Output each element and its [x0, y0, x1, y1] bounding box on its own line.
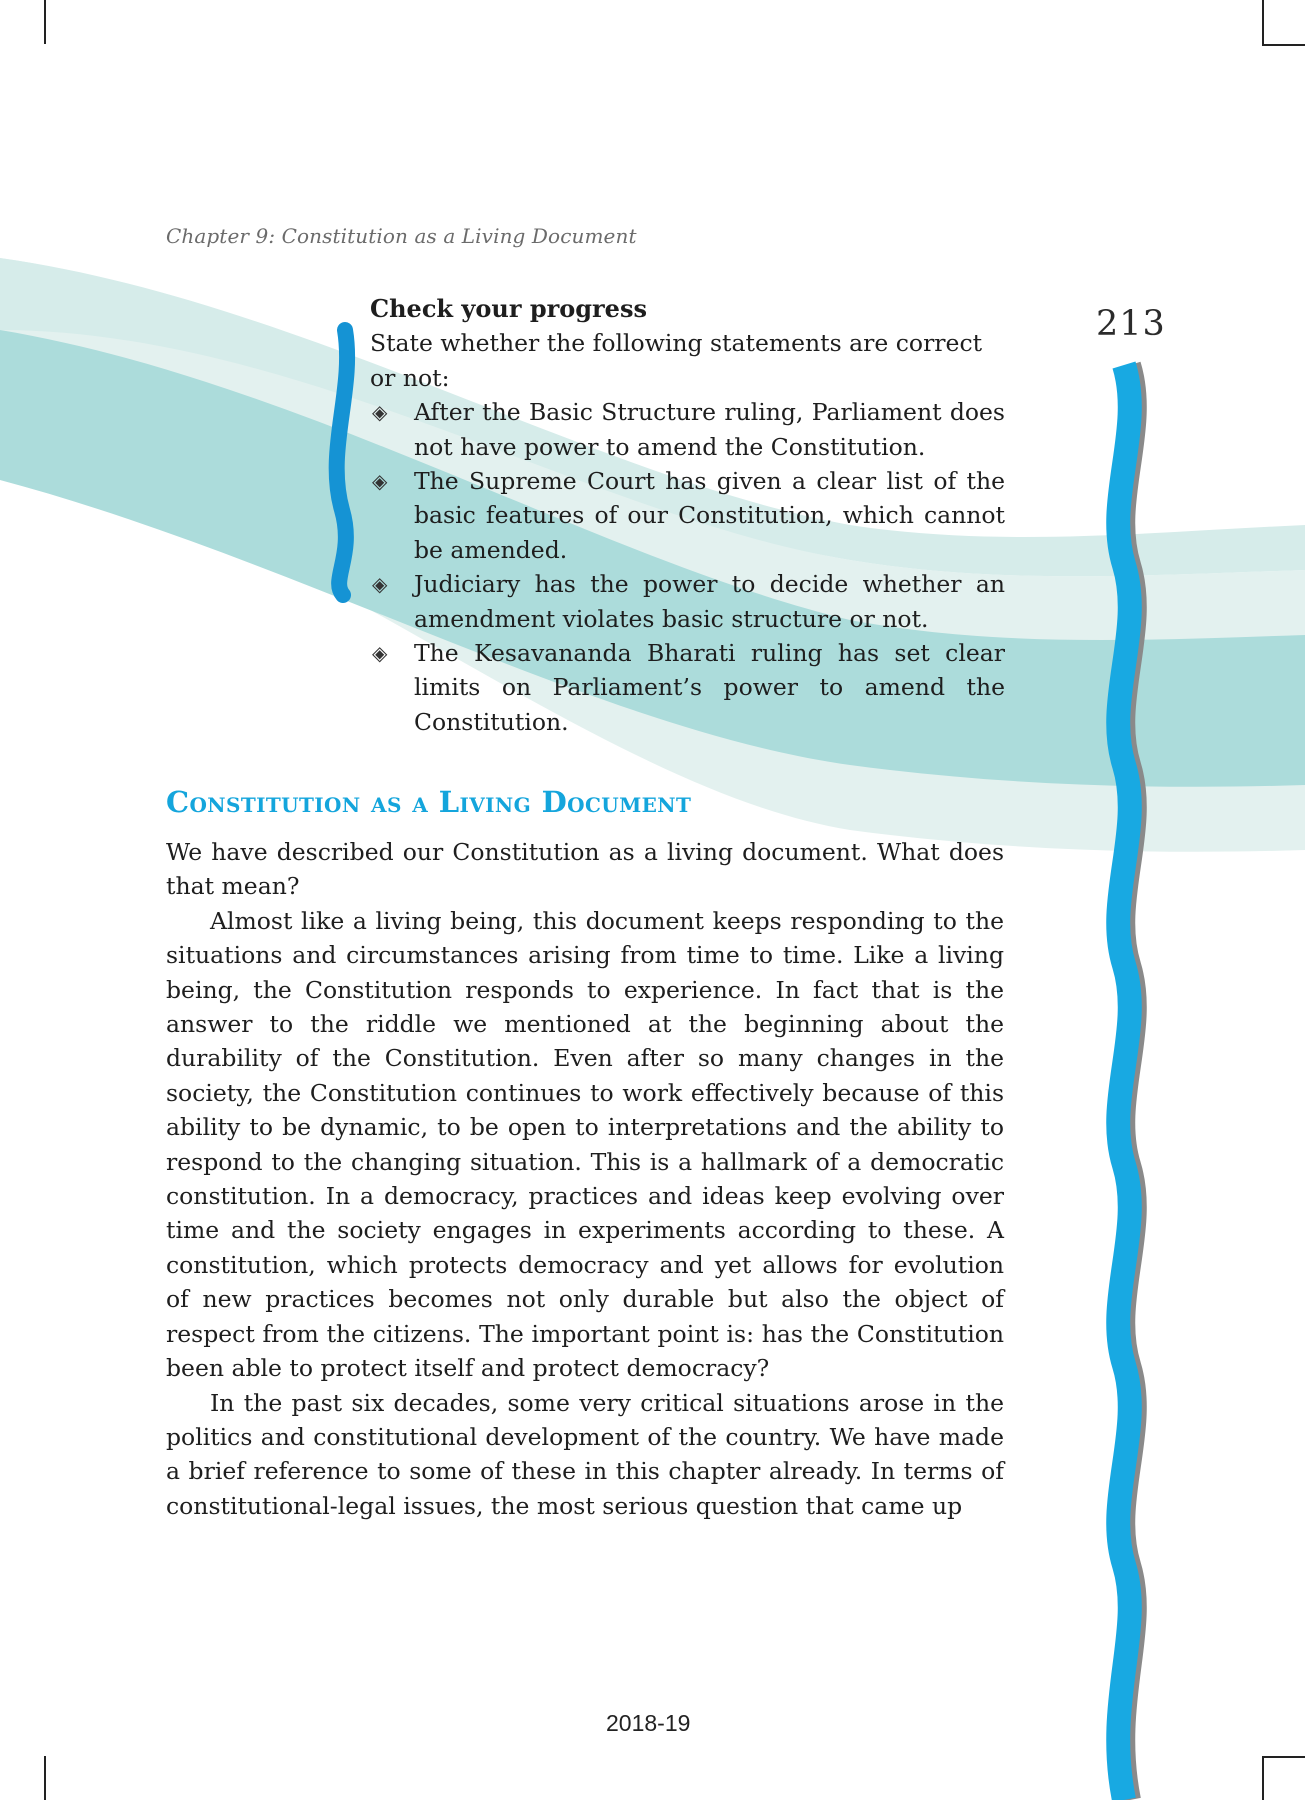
diamond-bullet-icon: ◈ [372, 400, 388, 425]
footer-year: 2018-19 [606, 1710, 691, 1736]
paragraph: In the past six decades, some very critical situations arose in the politics and constitutional development of the country. We have made a brief reference to some of these in this chapter already. In terms of constitutional-legal issues, the most serious question that came up [166, 1388, 1004, 1520]
statement-item: ◈ The Supreme Court has given a clear list of the basic features of our Constitution, which cannot be amended. [370, 464, 1005, 567]
paragraph: Almost like a living being, this document keeps responding to the situations and circumstances arising from time to time. Like a living being, the Constitution responds to experience. In fact that is the answer to the riddle we mentioned at the beginning about the durability of the Constitution. Even after so many changes in the society, the Constitution continues to work effectively because of this ability to be dynamic, to be open to interpretations and the ability to respond to the changing situation. This is a hallmark of a democratic constitution. In a democracy, practices and ideas keep evolving over time and the society engages in experiments according to these. A constitution, which protects democracy and yet allows for evolution of new practices becomes not only durable but also the object of respect from the citizens. The important point is: has the Constitution been able to protect itself and protect democracy? [166, 906, 1004, 1383]
running-head: Chapter 9: Constitution as a Living Document [166, 224, 637, 248]
check-progress-intro: State whether the following statements are correct or not: [370, 329, 983, 392]
body-text [166, 835, 1004, 1523]
crop-mark-top-right-h [1262, 44, 1305, 46]
statement-item: ◈ Judiciary has the power to decide whether an amendment violates basic structure or not. [370, 567, 1005, 636]
statement-item: ◈ After the Basic Structure ruling, Parliament does not have power to amend the Constitution. [370, 395, 1005, 464]
paragraph: We have described our Constitution as a living document. What does that mean? [166, 838, 1004, 901]
diamond-bullet-icon: ◈ [372, 572, 388, 597]
diamond-bullet-icon: ◈ [372, 469, 388, 494]
crop-mark-bottom-left [44, 1756, 46, 1800]
page-number: 213 [1096, 304, 1166, 344]
crop-mark-top-left [44, 0, 46, 44]
statement-item: ◈ The Kesavananda Bharati ruling has set clear limits on Parliament’s power to amend the Constitution. [370, 636, 1005, 739]
statement-list [370, 395, 1005, 739]
section-heading: Constitution as a Living Document [166, 785, 692, 819]
crop-mark-bottom-right-h [1262, 1756, 1305, 1758]
check-progress-box [370, 292, 1005, 739]
check-progress-title: Check your progress [370, 294, 647, 323]
crop-mark-top-right [1262, 0, 1264, 46]
crop-mark-bottom-right [1262, 1756, 1264, 1800]
diamond-bullet-icon: ◈ [372, 641, 388, 666]
